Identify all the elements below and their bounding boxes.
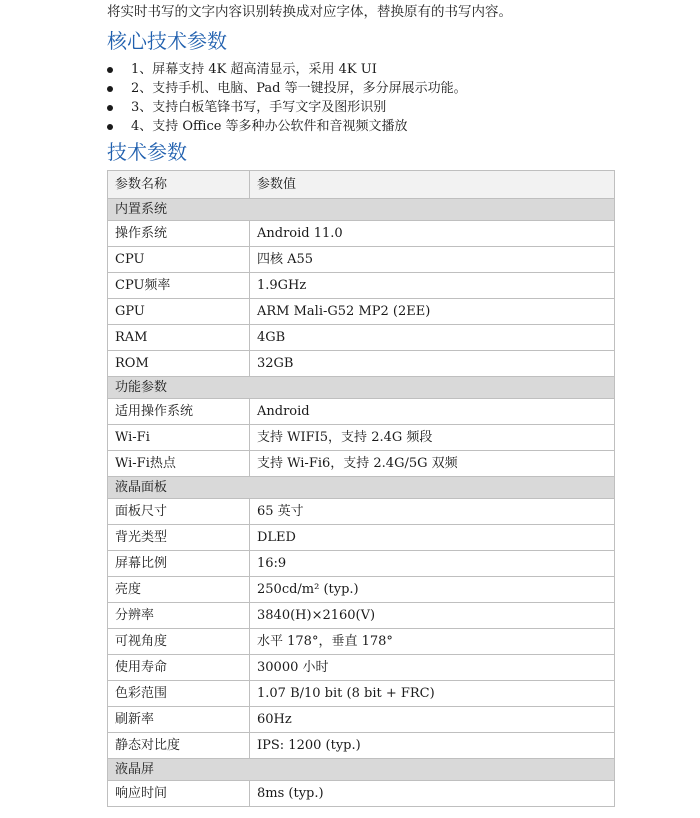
list-item	[107, 60, 467, 79]
param-name-cell: 适用操作系统	[108, 399, 250, 425]
bullet-icon	[107, 124, 113, 130]
param-name-cell: 静态对比度	[108, 733, 250, 759]
header-cell-name: 参数名称	[108, 171, 250, 199]
param-name-cell: CPU	[108, 247, 250, 273]
param-name-cell: 响应时间	[108, 781, 250, 807]
table-section-row	[108, 477, 615, 499]
table-header-row	[108, 171, 615, 199]
param-value-cell: 四核 A55	[250, 247, 615, 273]
param-name-cell: 操作系统	[108, 221, 250, 247]
param-name-cell: 可视角度	[108, 629, 250, 655]
table-row	[108, 525, 615, 551]
param-name-cell: Wi-Fi	[108, 425, 250, 451]
table-row	[108, 655, 615, 681]
table-row	[108, 273, 615, 299]
list-item-text: 4、支持 Office 等多种办公软件和音视频文播放	[131, 119, 408, 134]
bullet-icon	[107, 105, 113, 111]
intro-text: 将实时书写的文字内容识别转换成对应字体，替换原有的书写内容。	[107, 4, 512, 20]
param-name-cell: CPU频率	[108, 273, 250, 299]
param-name-cell: 面板尺寸	[108, 499, 250, 525]
table-row	[108, 681, 615, 707]
param-value-cell: 支持 Wi-Fi6，支持 2.4G/5G 双频	[250, 451, 615, 477]
param-name-cell: 刷新率	[108, 707, 250, 733]
table-row	[108, 325, 615, 351]
param-name-cell: GPU	[108, 299, 250, 325]
core-specs-heading: 核心技术参数	[107, 29, 227, 53]
spec-heading: 技术参数	[107, 140, 187, 164]
param-value-cell: 水平 178°，垂直 178°	[250, 629, 615, 655]
table-row	[108, 551, 615, 577]
section-label: 内置系统	[108, 199, 615, 221]
param-value-cell: 250cd/m² (typ.)	[250, 577, 615, 603]
section-label: 液晶屏	[108, 759, 615, 781]
table-row	[108, 221, 615, 247]
param-value-cell: 65 英寸	[250, 499, 615, 525]
list-item-text: 3、支持白板笔锋书写，手写文字及图形识别	[131, 100, 387, 115]
param-name-cell: ROM	[108, 351, 250, 377]
table-row	[108, 425, 615, 451]
bullet-icon	[107, 86, 113, 92]
param-value-cell: 1.07 B/10 bit (8 bit + FRC)	[250, 681, 615, 707]
section-label: 功能参数	[108, 377, 615, 399]
param-value-cell: 60Hz	[250, 707, 615, 733]
param-value-cell: 1.9GHz	[250, 273, 615, 299]
param-name-cell: 使用寿命	[108, 655, 250, 681]
header-cell-value: 参数值	[250, 171, 615, 199]
table-row	[108, 451, 615, 477]
table-row	[108, 577, 615, 603]
param-value-cell: 30000 小时	[250, 655, 615, 681]
param-value-cell: 8ms (typ.)	[250, 781, 615, 807]
list-item-text: 1、屏幕支持 4K 超高清显示，采用 4K UI	[131, 62, 377, 77]
table-section-row	[108, 759, 615, 781]
param-value-cell: Android	[250, 399, 615, 425]
table-section-row	[108, 377, 615, 399]
param-value-cell: 3840(H)×2160(V)	[250, 603, 615, 629]
table-row	[108, 351, 615, 377]
param-value-cell: 32GB	[250, 351, 615, 377]
section-label: 液晶面板	[108, 477, 615, 499]
param-name-cell: 色彩范围	[108, 681, 250, 707]
param-value-cell: IPS: 1200 (typ.)	[250, 733, 615, 759]
param-name-cell: 亮度	[108, 577, 250, 603]
list-item	[107, 98, 467, 117]
table-row	[108, 299, 615, 325]
bullet-icon	[107, 67, 113, 73]
table-row	[108, 781, 615, 807]
spec-table	[107, 170, 615, 807]
param-name-cell: 屏幕比例	[108, 551, 250, 577]
core-specs-list	[107, 60, 467, 136]
list-item-text: 2、支持手机、电脑、Pad 等一键投屏，多分屏展示功能。	[131, 81, 467, 96]
param-name-cell: RAM	[108, 325, 250, 351]
table-row	[108, 499, 615, 525]
table-row	[108, 247, 615, 273]
param-value-cell: 支持 WIFI5，支持 2.4G 频段	[250, 425, 615, 451]
table-row	[108, 707, 615, 733]
param-value-cell: ARM Mali-G52 MP2 (2EE)	[250, 299, 615, 325]
table-row	[108, 603, 615, 629]
param-name-cell: 背光类型	[108, 525, 250, 551]
table-row	[108, 733, 615, 759]
param-name-cell: 分辨率	[108, 603, 250, 629]
param-value-cell: DLED	[250, 525, 615, 551]
list-item	[107, 79, 467, 98]
list-item	[107, 117, 467, 136]
table-row	[108, 399, 615, 425]
param-value-cell: 4GB	[250, 325, 615, 351]
param-value-cell: 16:9	[250, 551, 615, 577]
table-section-row	[108, 199, 615, 221]
table-row	[108, 629, 615, 655]
param-name-cell: Wi-Fi热点	[108, 451, 250, 477]
param-value-cell: Android 11.0	[250, 221, 615, 247]
